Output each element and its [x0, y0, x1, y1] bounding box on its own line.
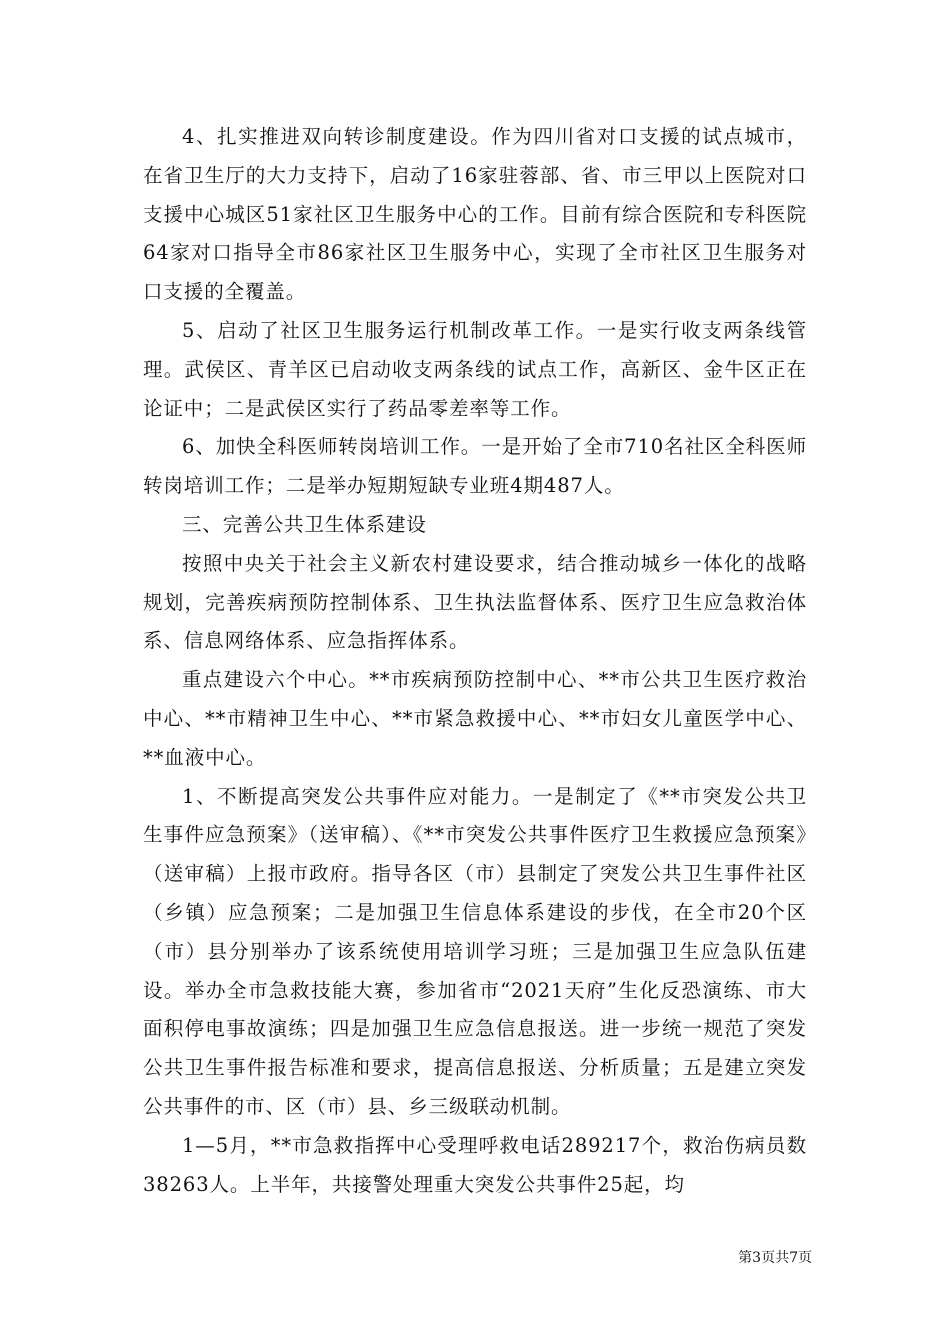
section-heading-public-health: 三、完善公共卫生体系建设 — [182, 512, 427, 536]
paragraph-emergency-response: 1、不断提高突发公共事件应对能力。一是制定了《**市突发公共卫生事件应急预案》（送审稿）、《**市突发公共事件医疗卫生救援应急预案》（送审稿）上报市政府。指导各区（市）县制定了突发公共卫生事件社区（乡镇）应急预案；二是加强卫生信息体系建设的步伐，在全市20个区（市）县分别举办了该系统使用培训学习班；三是加强卫生应急队伍建设。举办全市急救技能大赛，参加省市“2021天府”生化反恐演练、市大面积停电事故演练；四是加强卫生应急信息报送。进一步统一规范了突发公共卫生事件报告标准和要求，提高信息报送、分析质量；五是建立突发公共事件的市、区（市）县、乡三级联动机制。 — [143, 784, 807, 1118]
paragraph-six-centers: 重点建设六个中心。**市疾病预防控制中心、**市公共卫生医疗救治中心、**市精神卫生中心、**市紧急救援中心、**市妇女儿童医学中心、**血液中心。 — [143, 668, 807, 769]
paragraph-operation-reform: 5、启动了社区卫生服务运行机制改革工作。一是实行收支两条线管理。武侯区、青羊区已启动收支两条线的试点工作，高新区、金牛区正在论证中；二是武侯区实行了药品零差率等工作。 — [143, 318, 807, 420]
paragraph-gp-training: 6、加快全科医师转岗培训工作。一是开始了全市710名社区全科医师转岗培训工作；二是举办短期短缺专业班4期487人。 — [143, 435, 807, 498]
paragraph-emergency-statistics: 1—5月，**市急救指挥中心受理呼救电话289217个，救治伤病员数38263人。上半年，共接警处理重大突发公共事件25起，均 — [143, 1133, 807, 1196]
paragraph-referral-system: 4、扎实推进双向转诊制度建设。作为四川省对口支援的试点城市，在省卫生厅的大力支持下，启动了16家驻蓉部、省、市三甲以上医院对口支援中心城区51家社区卫生服务中心的工作。目前有综合医院和专科医院64家对口指导全市86家社区卫生服务中心，实现了全市社区卫生服务对口支援的全覆盖。 — [143, 125, 807, 304]
document-body — [143, 118, 807, 1204]
page-number: 第3页共7页 — [738, 1250, 812, 1266]
paragraph-system-planning: 按照中央关于社会主义新农村建设要求，结合推动城乡一体化的战略规划，完善疾病预防控制体系、卫生执法监督体系、医疗卫生应急救治体系、信息网络体系、应急指挥体系。 — [143, 551, 807, 653]
